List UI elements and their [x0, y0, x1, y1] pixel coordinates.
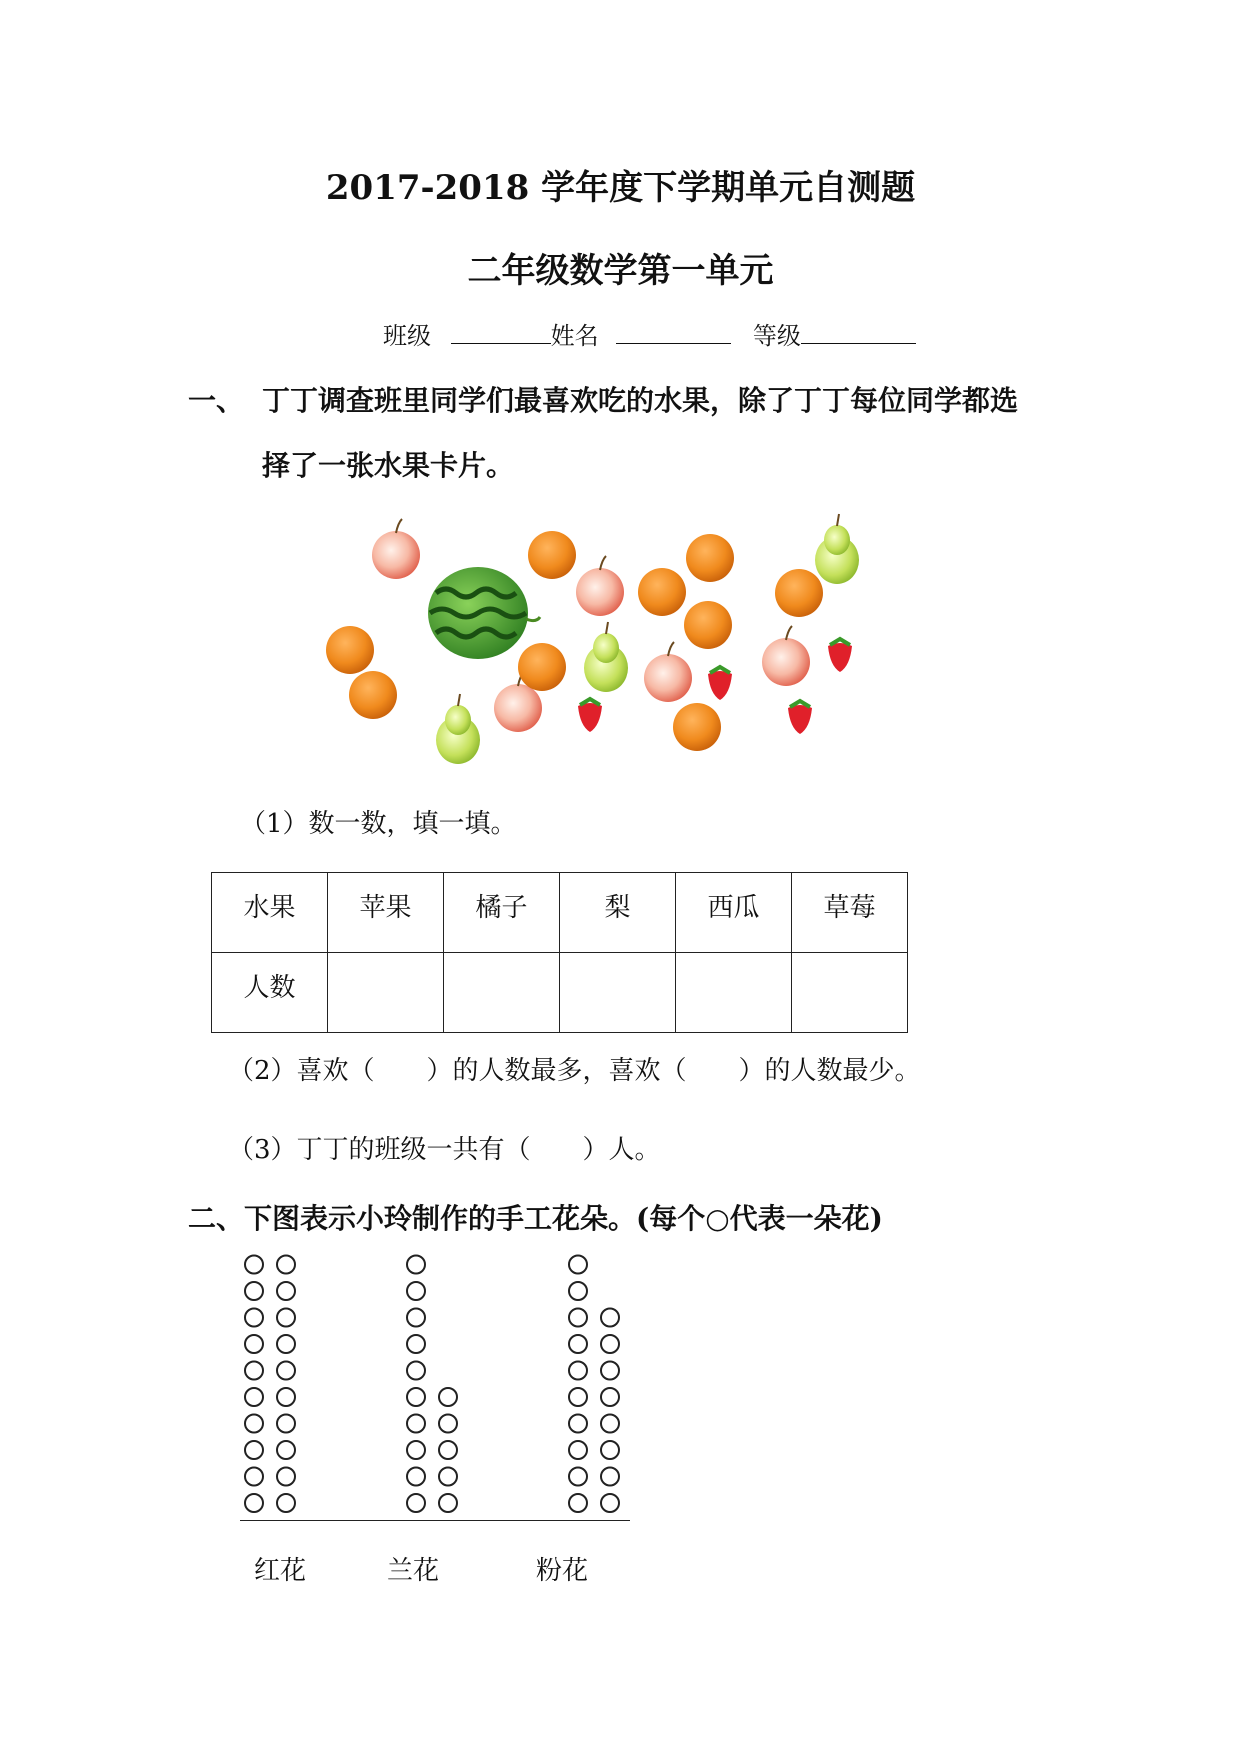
- fruit-illustration: [310, 510, 880, 770]
- flower-circle-icon: [245, 1362, 263, 1380]
- answer-cell-orange[interactable]: [444, 953, 560, 1033]
- table-column-apple: 苹果: [328, 873, 444, 953]
- orange-icon: [349, 671, 397, 719]
- chart-baseline: [240, 1520, 630, 1521]
- flower-circle-icon: [277, 1468, 295, 1486]
- flower-circle-icon: [277, 1309, 295, 1327]
- flower-circle-icon: [601, 1494, 619, 1512]
- table-row: [212, 953, 908, 1033]
- answer-cell-apple[interactable]: [328, 953, 444, 1033]
- flower-circle-icon: [277, 1388, 295, 1406]
- flower-circle-icon: [277, 1335, 295, 1353]
- strawberry-icon: [828, 639, 852, 672]
- class-label: 班级: [383, 322, 431, 350]
- flower-circle-icon: [601, 1388, 619, 1406]
- orange-icon: [686, 534, 734, 582]
- watermelon-icon: [428, 567, 540, 659]
- flower-label-pink: 粉花: [536, 1556, 589, 1586]
- sub-question-3: （3）丁丁的班级一共有（ ）人。: [228, 1135, 661, 1165]
- orange-icon: [673, 703, 721, 751]
- flower-circle-icon: [569, 1415, 587, 1433]
- flower-circle-icon: [601, 1468, 619, 1486]
- flower-circle-icon: [569, 1388, 587, 1406]
- page-title: 2017-2018 学年度下学期单元自测题: [325, 168, 916, 208]
- flower-circle-icon: [245, 1256, 263, 1274]
- page-subtitle: 二年级数学第一单元: [467, 251, 774, 291]
- flower-circle-icon: [569, 1494, 587, 1512]
- table-column-strawberry: 草莓: [792, 873, 908, 953]
- question-1-text-line2: 择了一张水果卡片。: [262, 449, 515, 482]
- answer-cell-pear[interactable]: [560, 953, 676, 1033]
- flower-circle-icon: [277, 1256, 295, 1274]
- flower-circle-icon: [601, 1441, 619, 1459]
- flower-circle-icon: [569, 1468, 587, 1486]
- flower-circle-icon: [277, 1415, 295, 1433]
- flower-circle-icon: [245, 1494, 263, 1512]
- flower-circle-icon: [407, 1468, 425, 1486]
- flower-circle-icon: [245, 1335, 263, 1353]
- flower-circle-icon: [407, 1309, 425, 1327]
- strawberry-icon: [578, 699, 602, 732]
- pear-icon: [815, 514, 859, 584]
- strawberry-icon: [708, 667, 732, 700]
- flower-circle-icon: [439, 1415, 457, 1433]
- flower-circle-icon: [569, 1335, 587, 1353]
- flower-circle-icon: [569, 1441, 587, 1459]
- apple-icon: [576, 556, 624, 616]
- table-column-pear: 梨: [560, 873, 676, 953]
- orange-icon: [638, 568, 686, 616]
- question-2-text: 二、下图表示小玲制作的手工花朵。(每个○代表一朵花): [188, 1202, 883, 1235]
- table-header-fruit: 水果: [212, 873, 328, 953]
- flower-circle-icon: [407, 1415, 425, 1433]
- name-blank[interactable]: [616, 321, 731, 344]
- flower-circle-icon: [245, 1415, 263, 1433]
- flower-circle-icon: [407, 1388, 425, 1406]
- flower-circle-icon: [245, 1441, 263, 1459]
- apple-icon: [644, 642, 692, 702]
- question-1-number: 一、: [188, 384, 245, 417]
- flower-circle-icon: [439, 1388, 457, 1406]
- flower-circle-icon: [407, 1256, 425, 1274]
- apple-icon: [372, 519, 420, 579]
- answer-cell-strawberry[interactable]: [792, 953, 908, 1033]
- orange-icon: [775, 569, 823, 617]
- flower-circle-icon: [439, 1468, 457, 1486]
- question-1-text-line1: 丁丁调查班里同学们最喜欢吃的水果，除了丁丁每位同学都选: [262, 384, 1019, 417]
- flower-circle-icon: [277, 1282, 295, 1300]
- flower-circle-icon: [407, 1282, 425, 1300]
- name-label: 姓名: [550, 322, 599, 350]
- table-column-watermelon: 西瓜: [676, 873, 792, 953]
- flower-circle-icon: [245, 1468, 263, 1486]
- flower-circle-icon: [277, 1441, 295, 1459]
- flower-label-red: 红花: [254, 1556, 307, 1586]
- flower-circle-icon: [245, 1309, 263, 1327]
- flower-circle-icon: [601, 1415, 619, 1433]
- flower-circle-icon: [601, 1335, 619, 1353]
- flower-circle-icon: [407, 1362, 425, 1380]
- flower-circle-icon: [601, 1362, 619, 1380]
- apple-icon: [762, 626, 810, 686]
- flower-circle-icon: [439, 1494, 457, 1512]
- orange-icon: [518, 643, 566, 691]
- flower-circle-icon: [277, 1494, 295, 1512]
- pear-icon: [436, 694, 480, 764]
- orange-icon: [684, 601, 732, 649]
- table-column-orange: 橘子: [444, 873, 560, 953]
- flower-circle-icon: [407, 1441, 425, 1459]
- strawberry-icon: [788, 701, 812, 734]
- flower-circle-icon: [569, 1282, 587, 1300]
- orange-icon: [528, 531, 576, 579]
- flower-circle-icon: [439, 1441, 457, 1459]
- sub-question-2: （2）喜欢（ ）的人数最多，喜欢（ ）的人数最少。: [228, 1056, 921, 1086]
- sub-question-1: （1）数一数，填一填。: [240, 809, 517, 839]
- answer-cell-watermelon[interactable]: [676, 953, 792, 1033]
- grade-label: 等级: [752, 322, 801, 350]
- class-blank[interactable]: [451, 321, 551, 344]
- flower-circle-icon: [569, 1309, 587, 1327]
- flower-circle-icon: [277, 1362, 295, 1380]
- fruit-count-table: [211, 872, 908, 1033]
- flower-circle-icon: [407, 1335, 425, 1353]
- pear-icon: [584, 622, 628, 692]
- flower-circle-chart: [230, 1250, 650, 1520]
- orange-icon: [326, 626, 374, 674]
- flower-circle-icon: [407, 1494, 425, 1512]
- flower-circle-icon: [245, 1282, 263, 1300]
- grade-blank[interactable]: [801, 321, 916, 344]
- flower-circle-icon: [569, 1256, 587, 1274]
- flower-label-orchid: 兰花: [387, 1556, 440, 1586]
- flower-circle-icon: [245, 1388, 263, 1406]
- table-header-count: 人数: [212, 953, 328, 1033]
- flower-circle-icon: [569, 1362, 587, 1380]
- student-info-line: [383, 316, 916, 351]
- table-row: [212, 873, 908, 953]
- flower-circle-icon: [601, 1309, 619, 1327]
